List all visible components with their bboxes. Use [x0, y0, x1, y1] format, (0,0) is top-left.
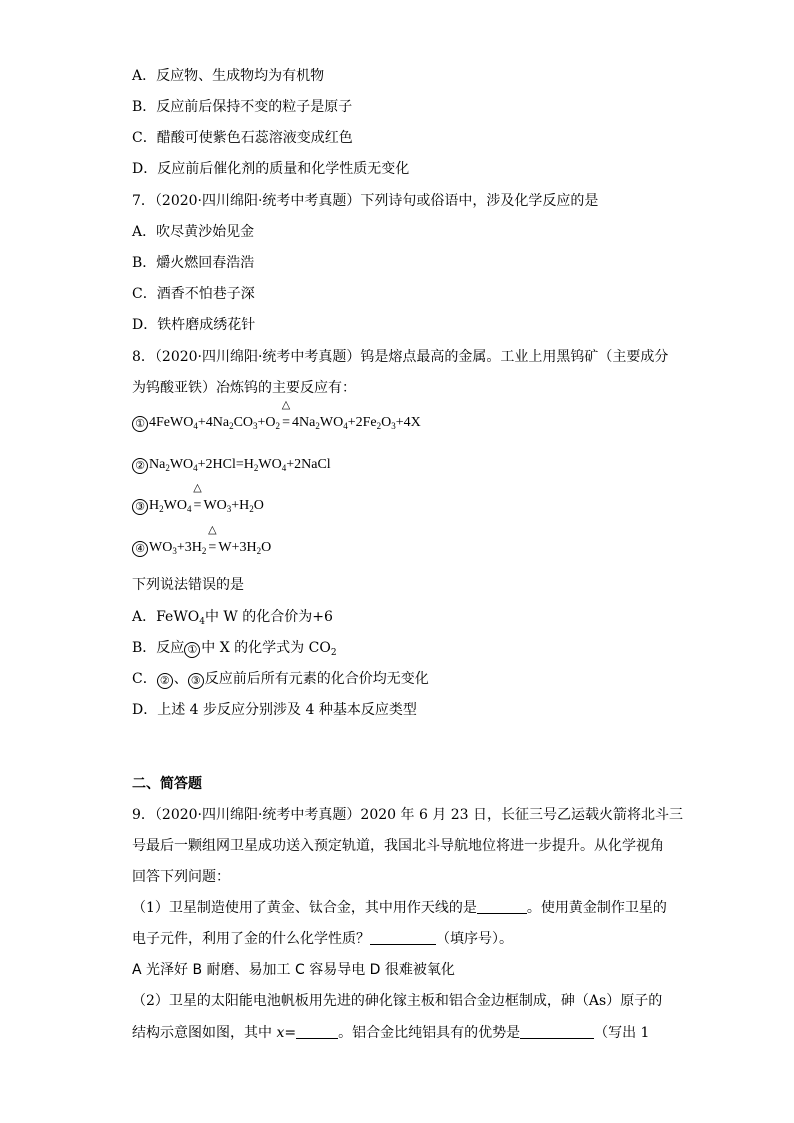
q9-line2: 号最后一颗组网卫星成功送入预定轨道，我国北斗导航地位将进一步提升。从化学视角: [132, 838, 664, 854]
q9-part1-line2: 电子元件，利用了金的什么化学性质？ （填序号）。: [132, 931, 513, 947]
reaction-mark-ref: ①: [184, 642, 200, 658]
q7-option-a: A．吹尽黄沙始见金: [132, 224, 255, 240]
reaction-mark-4: ④: [132, 541, 148, 557]
answer-blank[interactable]: [520, 1024, 594, 1039]
reaction-mark-1: ①: [132, 416, 148, 432]
reaction-mark-ref: ②: [157, 673, 173, 689]
q7-option-b: B．爝火燃回春浩浩: [132, 255, 255, 271]
q7-option-c: C．酒香不怕巷子深: [132, 286, 255, 302]
reaction-2: ② $Na_2WO_4+2HCl=H_2WO_4+2NaCl$: [132, 455, 331, 475]
q9-part2-line2: 结构示意图如图，其中 x= 。铝合金比纯铝具有的优势是 （写出 1: [132, 1025, 650, 1041]
reaction-1: ① $4FeWO_4+4Na_2CO_3+O_2$ △ = $4Na_2WO_4+2Fe_2O_3+4X$: [132, 413, 421, 433]
reaction-mark-ref: ③: [188, 673, 204, 689]
answer-blank[interactable]: [296, 1024, 338, 1039]
q8-option-c: C． ② 、 ③ 反应前后所有元素的化合价均无变化: [132, 671, 429, 687]
q8-option-b: B．反应 ① 中 X 的化学式为 $CO_2$: [132, 640, 337, 658]
reaction-4: ④ $WO_3+3H_2$ △ = $W+3H_2O$: [132, 538, 271, 558]
reaction-3: ③ $H_2WO_4$ △ = $WO_3+H_2O$: [132, 496, 264, 516]
q8-question: 下列说法错误的是: [132, 577, 244, 593]
heat-condition: △ =: [281, 399, 291, 430]
q9-part2-line1: （2）卫星的太阳能电池帆板用先进的砷化镓主板和铝合金边框制成，砷（As）原子的: [132, 993, 663, 1009]
q8-option-d: D．上述 4 步反应分别涉及 4 种基本反应类型: [132, 702, 417, 718]
q9-line3: 回答下列问题：: [132, 869, 230, 885]
q9-line1: 9．（2020·四川绵阳·统考中考真题）2020 年 6 月 23 日，长征三号乙运载火箭将北斗三: [132, 807, 684, 823]
q9-choices: A 光泽好 B 耐磨、易加工 C 容易导电 D 很难被氧化: [132, 962, 455, 978]
q8-stem-line1: 8．（2020·四川绵阳·统考中考真题）钨是熔点最高的金属。工业上用黑钨矿（主要成分: [132, 349, 669, 365]
q6-option-a: A．反应物、生成物均为有机物: [132, 68, 325, 84]
q6-option-c: C．醋酸可使紫色石蕊溶液变成红色: [132, 130, 353, 146]
answer-blank[interactable]: [370, 930, 436, 945]
reaction-mark-2: ②: [132, 458, 148, 474]
q8-stem-line2: 为钨酸亚铁）冶炼钨的主要反应有：: [132, 380, 356, 396]
q6-option-d: D．反应前后催化剂的质量和化学性质无变化: [132, 161, 410, 177]
heat-triangle-icon: △: [281, 399, 291, 411]
section-heading: 二、简答题: [132, 776, 202, 792]
heat-condition: △ =: [208, 524, 217, 555]
q7-stem: 7．（2020·四川绵阳·统考中考真题）下列诗句或俗语中，涉及化学反应的是: [132, 193, 599, 209]
q6-option-b: B．反应前后保持不变的粒子是原子: [132, 99, 353, 115]
heat-condition: △ =: [193, 482, 202, 513]
reaction-mark-3: ③: [132, 499, 148, 515]
answer-blank[interactable]: [477, 899, 527, 914]
q9-part1-line1: （1）卫星制造使用了黄金、钛合金，其中用作天线的是 。使用黄金制作卫星的: [132, 900, 667, 916]
heat-triangle-icon: △: [208, 524, 217, 536]
heat-triangle-icon: △: [193, 482, 202, 494]
q8-option-a: A．FeWO$_4$中 W 的化合价为+6: [132, 609, 333, 627]
q7-option-d: D．铁杵磨成绣花针: [132, 317, 256, 333]
